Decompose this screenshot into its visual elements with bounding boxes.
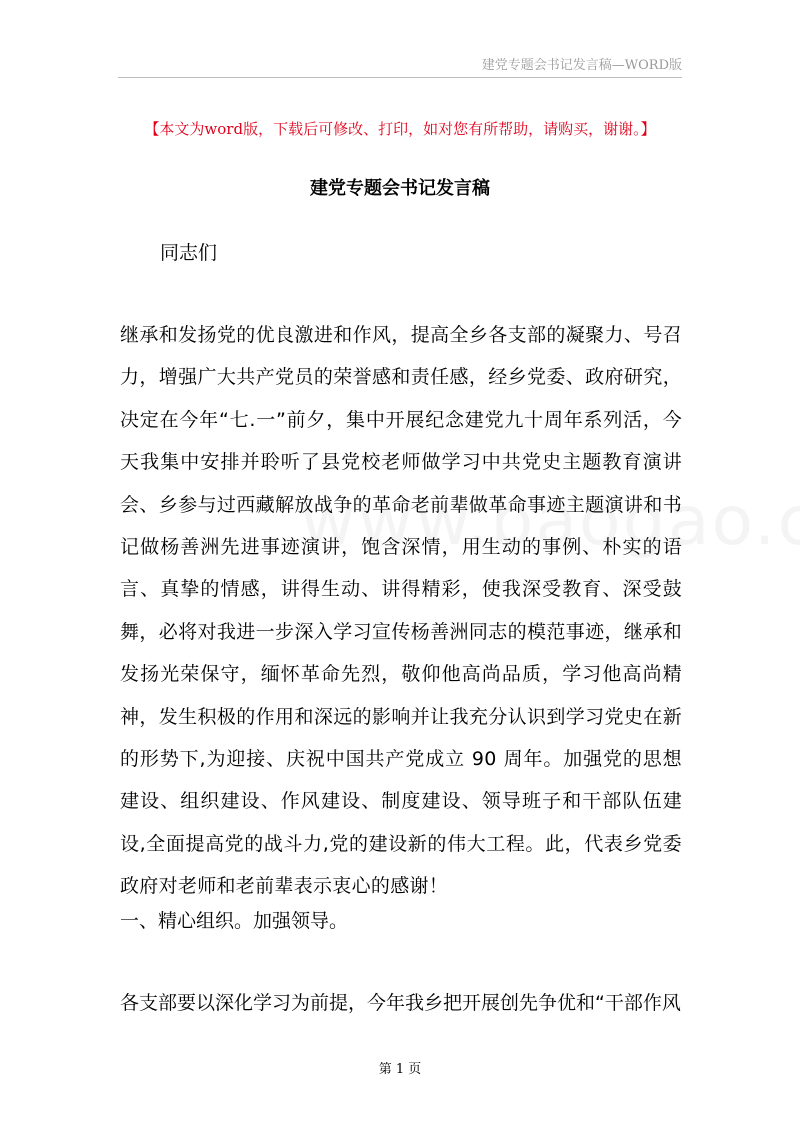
page-header-title: 建党专题会书记发言稿—WORD版 — [481, 58, 682, 73]
greeting: 同志们 — [160, 242, 218, 264]
section-heading: 一、精心组织。加强领导。 — [120, 910, 349, 932]
body-paragraph-continued: 各支部要以深化学习为前提，今年我乡把开展创先争优和“干部作风 — [120, 992, 681, 1014]
body-paragraph: 继承和发扬党的优良激进和作风，提高全乡各支部的凝聚力、号召力，增强广大共产党员的荣誉感和责任感，经乡党委、政府研究，决定在今年“七.一”前夕，集中开展纪念建党九十周年系列活，今天我集中安排并聆听了县党校老师做学习中共党史主题教育演讲会、乡参与过西藏解放战争的革命老前辈做革命事迹主题演讲和书记做杨善洲先进事迹演讲，饱含深情，用生动的事例、朴实的语言、真挚的情感，讲得生动、讲得精彩，使我深受教育、深受鼓舞，必将对我进一步深入学习宣传杨善洲同志的模范事迹，继承和发扬光荣保守，缅怀革命先烈，敬仰他高尚品质，学习他高尚精神，发生积极的作用和深远的影响并让我充分认识到学习党史在新的形势下,为迎接、庆祝中国共产党成立 90 周年。加强党的思想建设、组织建设、作风建设、制度建设、领导班子和干部队伍建设,全面提高党的战斗力,党的建设新的伟大工程。此，代表乡党委政府对老师和老前辈表示衷心的感谢！ — [120, 324, 682, 898]
document-title: 建党专题会书记发言稿 — [310, 178, 490, 199]
header-divider — [118, 77, 682, 78]
page-number: 第 1 页 — [378, 1062, 422, 1077]
download-notice: 【本文为word版，下载后可修改、打印，如对您有所帮助，请购买，谢谢。】 — [144, 120, 656, 138]
